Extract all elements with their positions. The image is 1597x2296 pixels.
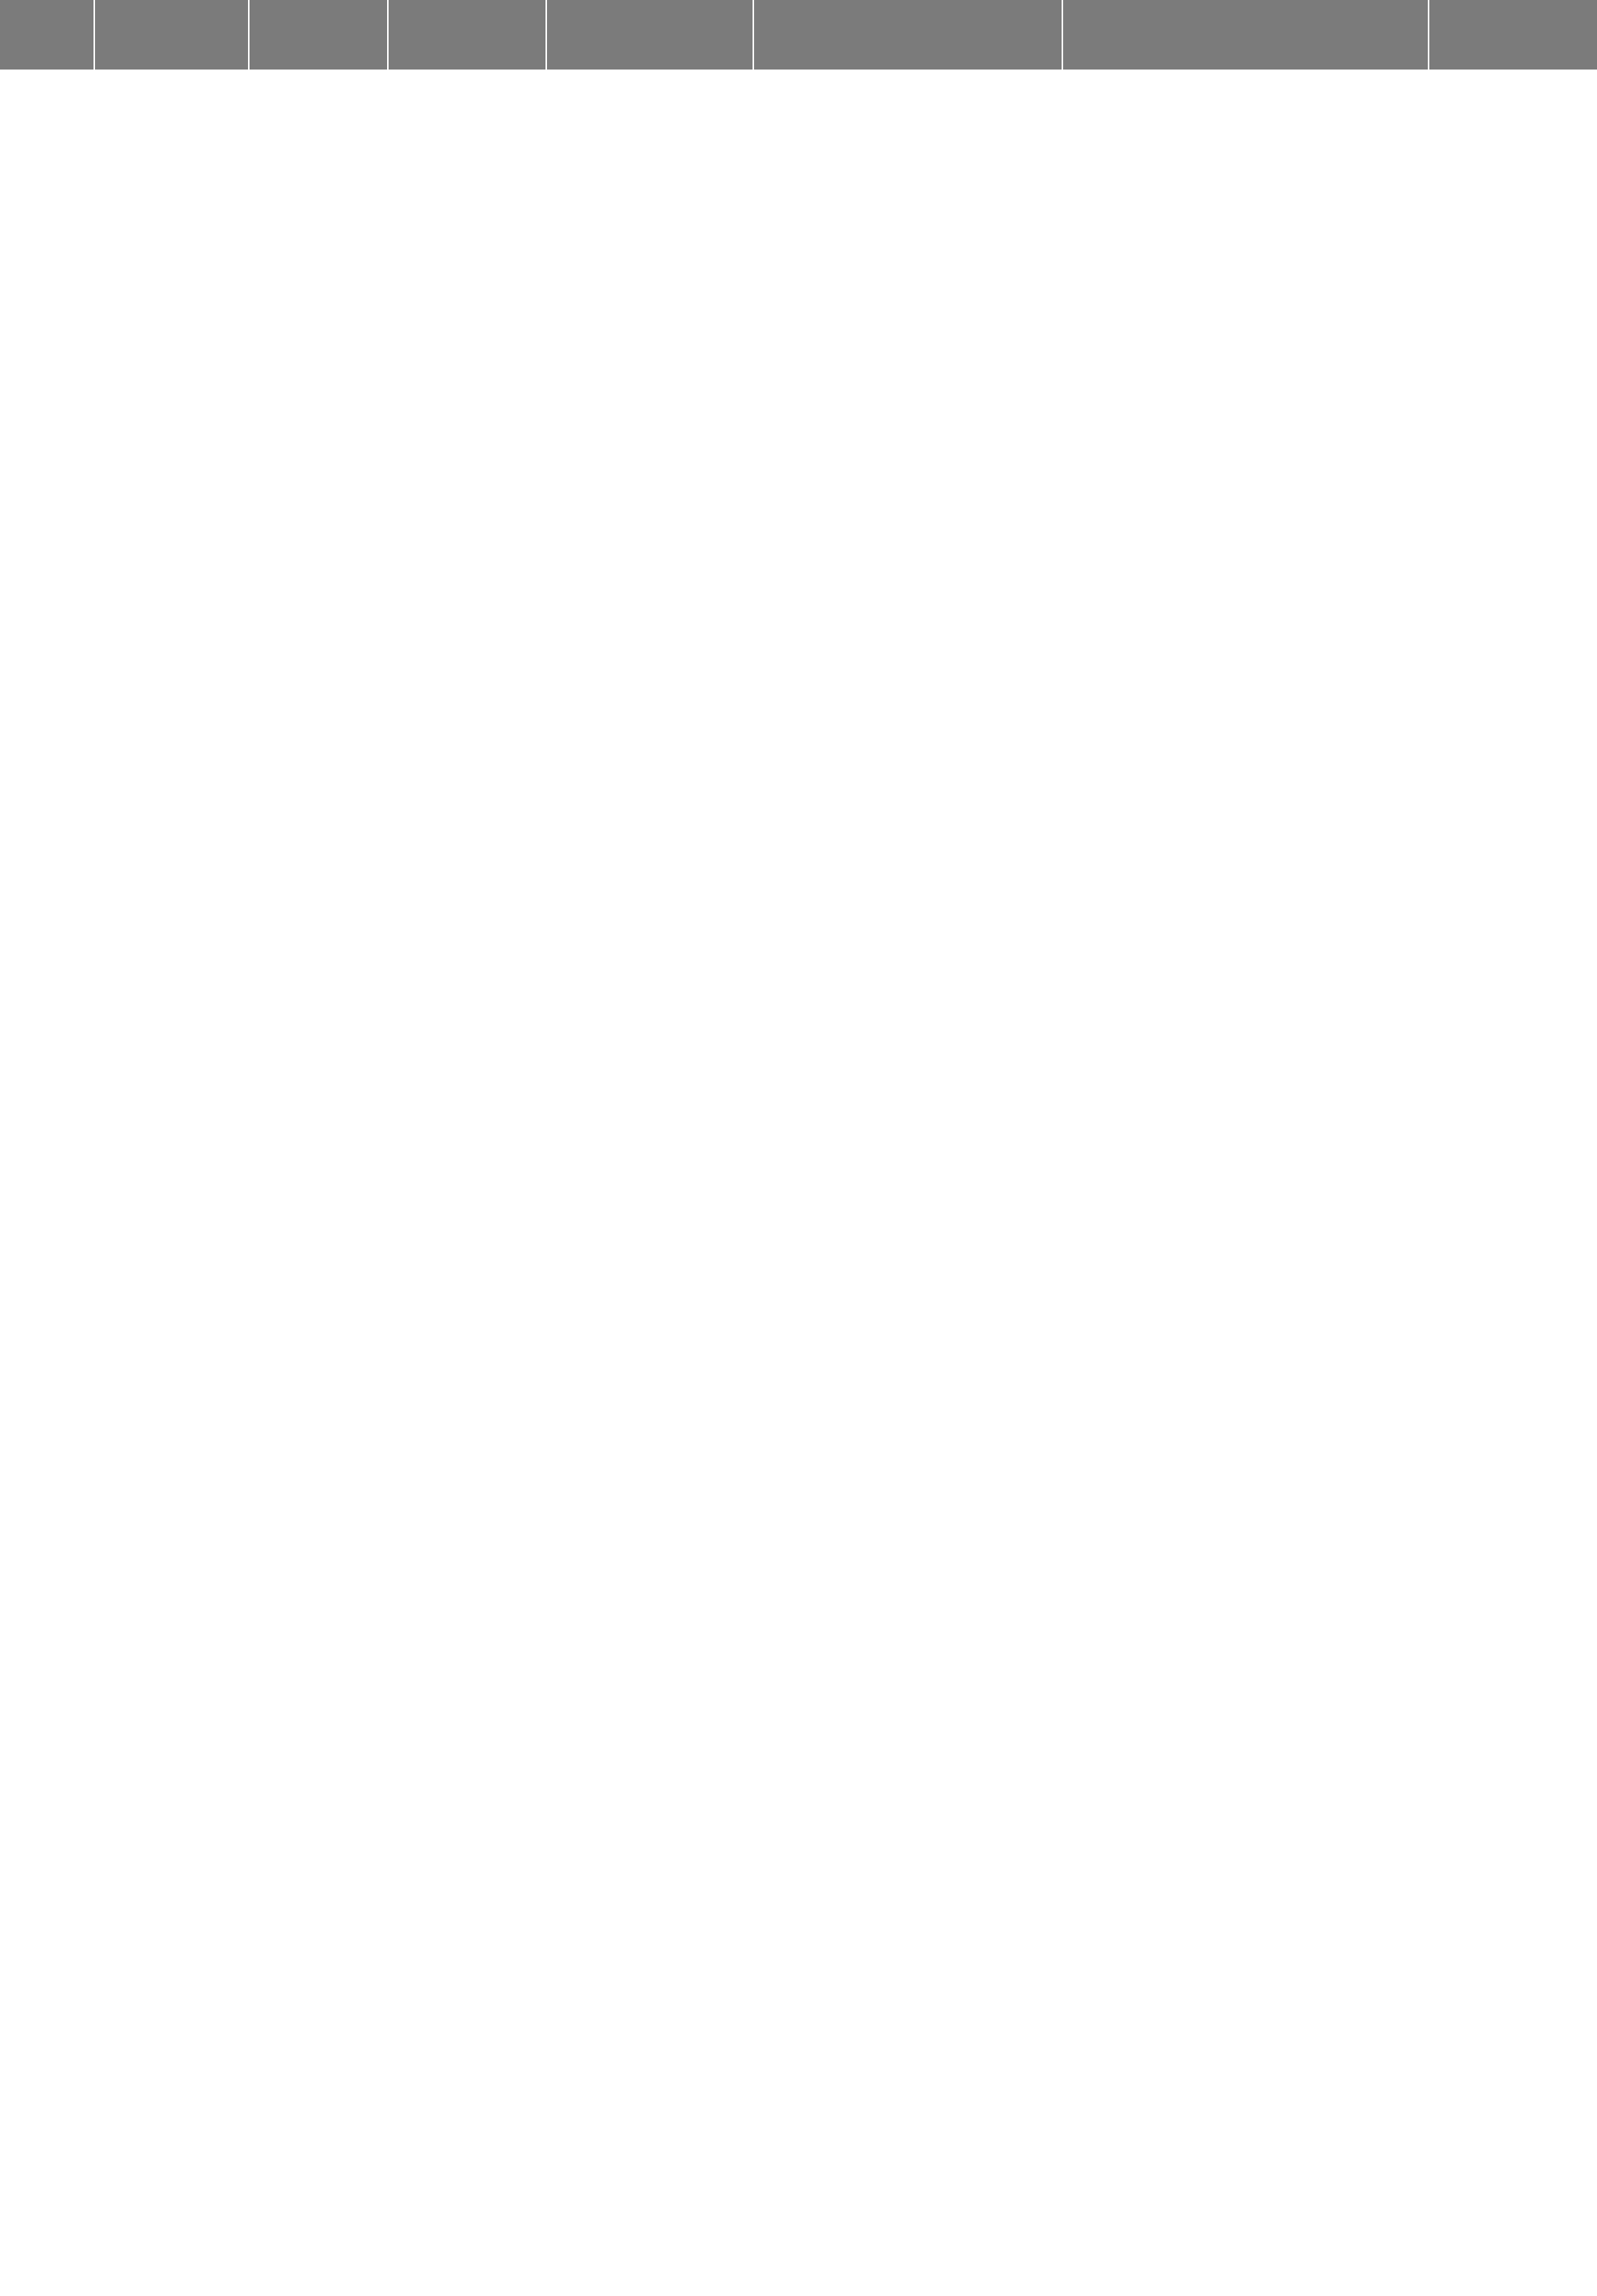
header-frequency: [249, 0, 388, 70]
header-references: [1429, 0, 1597, 70]
header-experiment-model: [388, 0, 546, 70]
header-mechanism: [753, 0, 1062, 70]
header-site-of-action: [546, 0, 753, 70]
mechanisms-table: [0, 0, 1597, 70]
header-region: [0, 0, 94, 70]
header-effect: [1062, 0, 1429, 70]
header-row: [0, 0, 1597, 70]
header-acupoint: [94, 0, 249, 70]
